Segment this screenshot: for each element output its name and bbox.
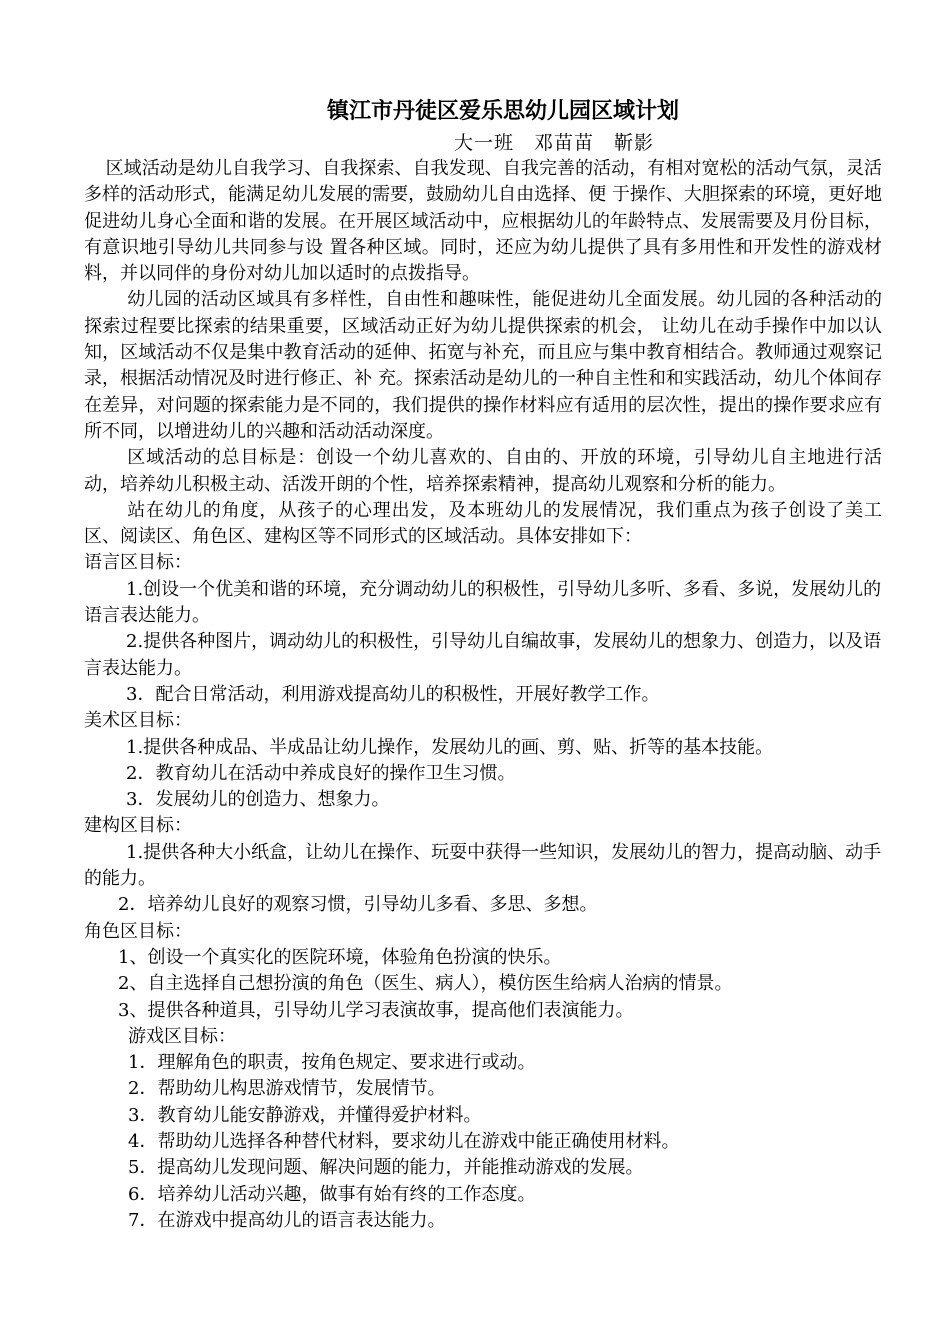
game-goal-item: 5．提高幼儿发现问题、解决问题的能力，并能推动游戏的发展。	[128, 1157, 644, 1179]
construction-area-heading: 建构区目标：	[84, 815, 192, 837]
game-area-heading: 游戏区目标：	[128, 1025, 236, 1047]
class-authors: 大一班 邓苗苗 靳影	[454, 132, 655, 154]
intro-paragraph: 幼儿园的活动区域具有多样性，自由性和趣味性，能促进幼儿全面发展。幼儿园的各种活动的探索过程要比探索的结果重要，区域活动正好为幼儿提供探索的机会， 让幼儿在动手操作中加以认知，区域活动不仅是集中教育活动的延伸、拓宽与补充，而且应与集中教育相结合。教师通过观察记录，根据活动情况及时进行修正、补 充。探索活动是幼儿的一种自主性和和实践活动，幼儿个体间存在差异，对问题的探索能力是不同的，我们提供的操作材料应有适用的层次性，提出的操作要求应有 所不同，以增进幼儿的兴趣和活动活动深度。	[84, 289, 882, 442]
art-goal-item: 1.提供各种成品、半成品让幼儿操作，发展幼儿的画、剪、贴、折等的基本技能。	[126, 736, 774, 758]
game-goal-item: 7．在游戏中提高幼儿的语言表达能力。	[128, 1209, 446, 1231]
role-goal-item: 1、创设一个真实化的医院环境，体验角色扮演的快乐。	[118, 946, 562, 968]
construction-goal-item: 2．培养幼儿良好的观察习惯，引导幼儿多看、多思、多想。	[118, 894, 598, 916]
role-goal-item: 2、自主选择自己想扮演的角色（医生、病人），模仿医生给病人治病的情景。	[118, 973, 733, 995]
language-area-heading: 语言区目标：	[84, 552, 192, 574]
construction-goal-item: 1.提供各种大小纸盒，让幼儿在操作、玩耍中获得一些知识，发展幼儿的智力，提高动脑、动手的能力。	[84, 841, 882, 890]
game-goal-item: 4．帮助幼儿选择各种替代材料，要求幼儿在游戏中能正确使用材料。	[128, 1130, 680, 1152]
document-title: 镇江市丹徒区爱乐思幼儿园区域计划	[326, 98, 679, 124]
language-goal-item: 1.创设一个优美和谐的环境，充分调动幼儿的积极性，引导幼儿多听、多看、多说，发展幼儿的语言表达能力。	[84, 578, 882, 627]
game-goal-item: 2．帮助幼儿构思游戏情节，发展情节。	[128, 1078, 446, 1100]
game-goal-item: 1．理解角色的职责，按角色规定、要求进行或动。	[128, 1052, 536, 1074]
game-goal-item: 3．教育幼儿能安静游戏，并懂得爱护材料。	[128, 1104, 482, 1126]
game-goal-item: 6．培养幼儿活动兴趣，做事有始有终的工作态度。	[128, 1183, 536, 1205]
art-goal-item: 3．发展幼儿的创造力、想象力。	[126, 789, 390, 811]
art-area-heading: 美术区目标：	[84, 710, 192, 732]
intro-paragraph: 站在幼儿的角度，从孩子的心理出发，及本班幼儿的发展情况，我们重点为孩子创设了美工区、阅读区、角色区、建构区等不同形式的区域活动。具体安排如下：	[84, 499, 882, 548]
role-goal-item: 3、提供各种道具，引导幼儿学习表演故事，提高他们表演能力。	[118, 999, 634, 1021]
intro-paragraph: 区域活动是幼儿自我学习、自我探索、自我发现、自我完善的活动，有相对宽松的活动气氛，灵活多样的活动形式，能满足幼儿发展的需要，鼓励幼儿自由选择、便 于操作、大胆探索的环境，更好地促进幼儿身心全面和谐的发展。在开展区域活动中，应根据幼儿的年龄特点、发展需要及月份目标，有意识地引导幼儿共同参与设 置各种区域。同时，还应为幼儿提供了具有多用性和开发性的游戏材料，并以同伴的身份对幼儿加以适时的点拨指导。	[84, 158, 882, 285]
art-goal-item: 2．教育幼儿在活动中养成良好的操作卫生习惯。	[126, 762, 516, 784]
intro-paragraph: 区域活动的总目标是：创设一个幼儿喜欢的、自由的、开放的环境，引导幼儿自主地进行活动，培养幼儿积极主动、活泼开朗的个性，培养探索精神，提高幼儿观察和分析的能力。	[84, 447, 882, 495]
role-area-heading: 角色区目标：	[84, 920, 192, 942]
language-goal-item: 3．配合日常活动，利用游戏提高幼儿的积极性，开展好教学工作。	[126, 683, 660, 705]
language-goal-item: 2.提供各种图片，调动幼儿的积极性，引导幼儿自编故事，发展幼儿的想象力、创造力，以及语言表达能力。	[84, 631, 882, 679]
